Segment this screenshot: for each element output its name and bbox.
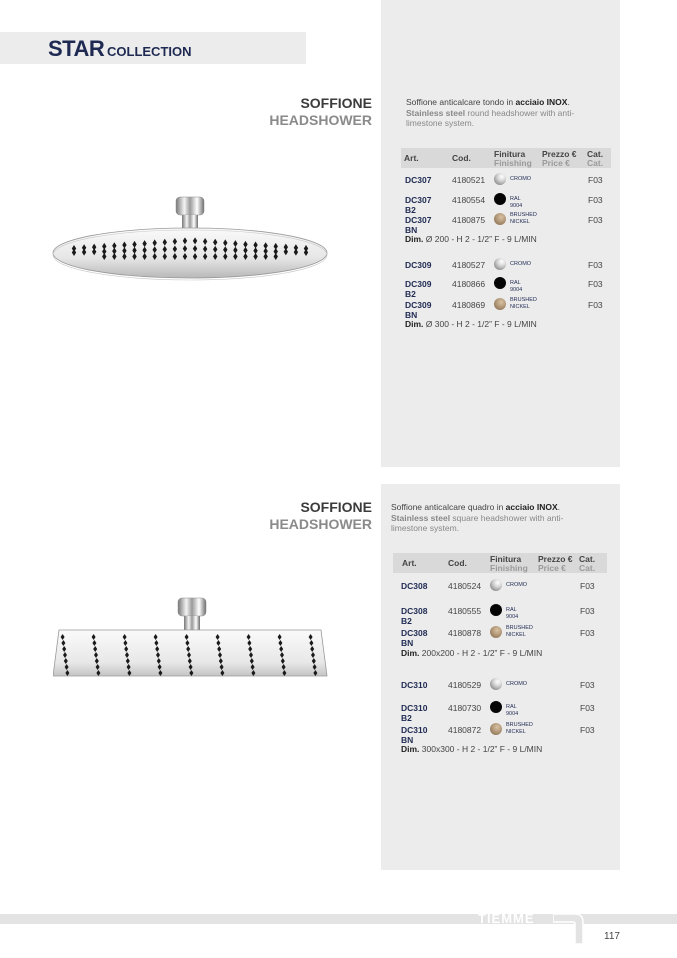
description-square — [391, 502, 596, 534]
product-title-square — [172, 499, 372, 533]
col-cat: Cat. — [579, 554, 596, 564]
desc-it: Soffione anticalcare quadro in — [391, 502, 506, 512]
col-prezzo: Prezzo € — [542, 149, 577, 159]
col-finitura: Finitura — [494, 149, 526, 159]
round-headshower-image — [52, 193, 328, 283]
title-en: HEADSHOWER — [269, 112, 372, 128]
chrome-swatch-icon — [490, 678, 502, 690]
col-cod: Cod. — [452, 153, 471, 163]
black-swatch-icon — [494, 193, 506, 205]
desc-en-bold: Stainless steel — [391, 512, 451, 523]
dimensions-text: Dim. 200x200 - H 2 - 1/2” F - 9 L/MIN — [401, 648, 543, 658]
nickel-swatch-icon — [494, 298, 506, 310]
brand-logo-text: TIEMME — [478, 911, 535, 926]
dimensions-text: Dim. Ø 200 - H 2 - 1/2” F - 9 L/MIN — [405, 234, 537, 244]
description-round — [406, 97, 606, 129]
chrome-swatch-icon — [494, 173, 506, 185]
col-art: Art. — [402, 558, 417, 568]
col-finitura: Finitura — [490, 554, 522, 564]
col-prezzo: Prezzo € — [538, 554, 573, 564]
title-en: HEADSHOWER — [269, 516, 372, 532]
col-cat: Cat. — [587, 149, 604, 159]
dimensions-text: Dim. Ø 300 - H 2 - 1/2” F - 9 L/MIN — [405, 319, 537, 329]
desc-it: Soffione anticalcare tondo in — [406, 97, 516, 107]
col-price: Price € — [542, 158, 570, 168]
brand-title: STAR — [48, 36, 105, 61]
col-cod: Cod. — [448, 558, 467, 568]
black-swatch-icon — [490, 701, 502, 713]
desc-it-end: . — [567, 97, 570, 107]
desc-en-bold: Stainless steel — [406, 107, 466, 118]
desc-en: round headshower with anti-limestone system. — [406, 107, 575, 128]
nickel-swatch-icon — [494, 213, 506, 225]
chrome-swatch-icon — [490, 579, 502, 591]
table-header-square — [393, 553, 607, 573]
page-number: 117 — [604, 931, 620, 942]
collection-title-bar — [0, 32, 306, 64]
nickel-swatch-icon — [490, 723, 502, 735]
black-swatch-icon — [490, 604, 502, 616]
table-header-round — [401, 148, 611, 168]
chrome-swatch-icon — [494, 258, 506, 270]
col-finishing: Finishing — [490, 563, 528, 573]
desc-it-bold: acciaio INOX — [505, 502, 558, 512]
collection-label: COLLECTION — [107, 44, 192, 59]
dimensions-text: Dim. 300x300 - H 2 - 1/2” F - 9 L/MIN — [401, 744, 543, 754]
black-swatch-icon — [494, 277, 506, 289]
desc-en: square headshower with anti-limestone system. — [391, 512, 564, 533]
col-cat-en: Cat. — [587, 158, 604, 168]
desc-it-end: . — [557, 502, 561, 512]
col-price: Price € — [538, 563, 566, 573]
info-panel-square — [381, 484, 620, 870]
col-finishing: Finishing — [494, 158, 532, 168]
desc-it-bold: acciaio INOX — [515, 97, 568, 107]
pipe-logo-icon — [553, 912, 587, 946]
nickel-swatch-icon — [490, 626, 502, 638]
product-title-round — [172, 95, 372, 129]
title-it: SOFFIONE — [300, 95, 372, 111]
square-headshower-image — [53, 596, 328, 682]
title-it: SOFFIONE — [300, 499, 372, 515]
col-art: Art. — [404, 153, 419, 163]
col-cat-en: Cat. — [579, 563, 596, 573]
